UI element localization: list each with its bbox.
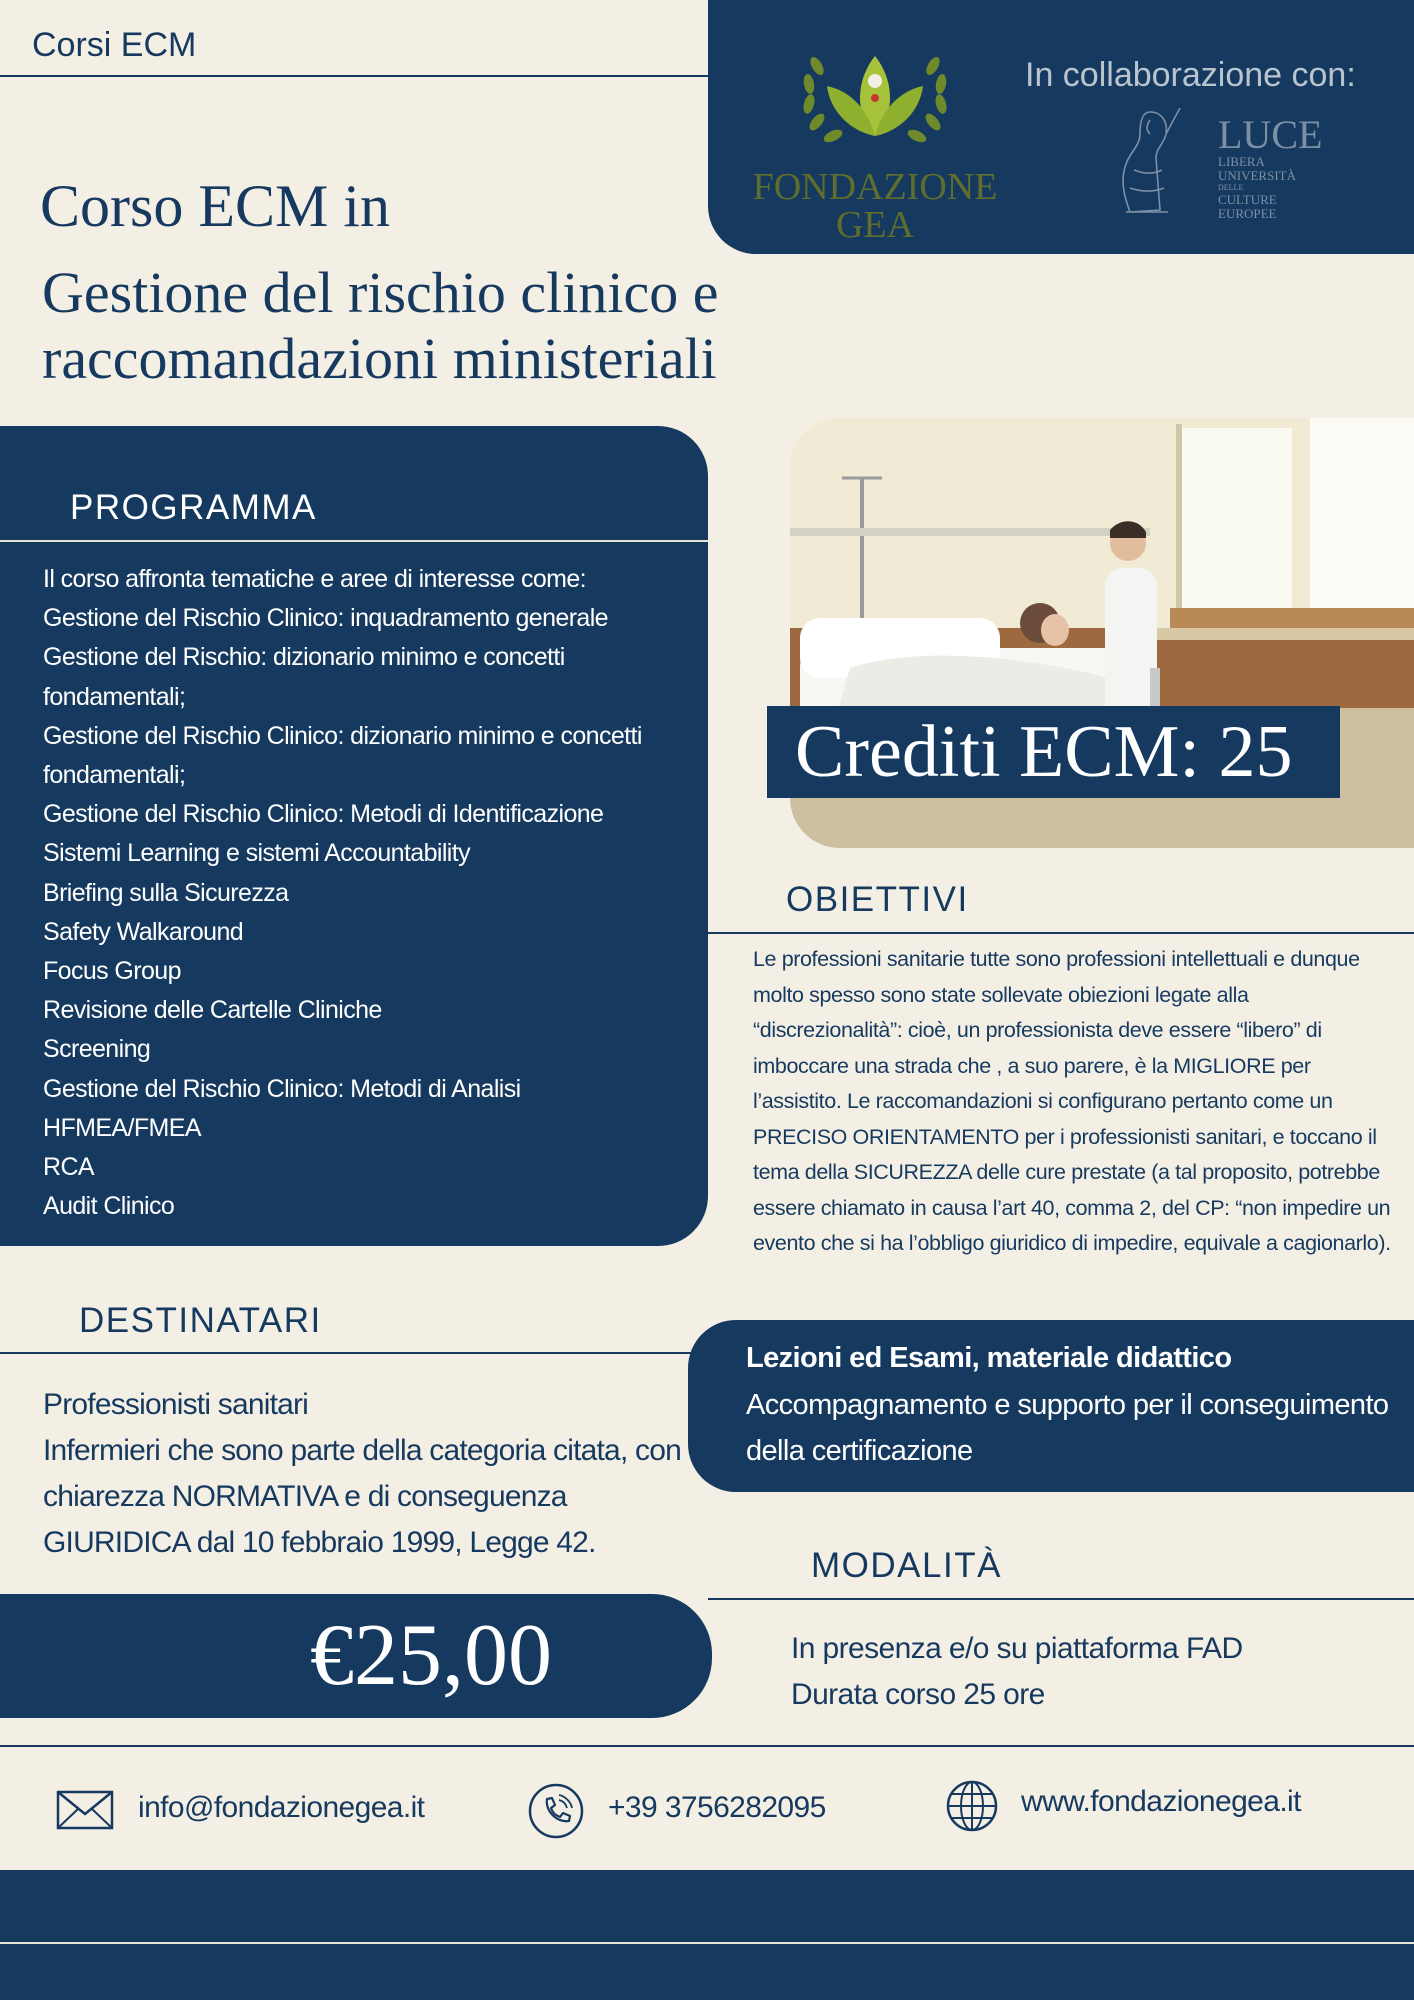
- top-divider: [0, 75, 708, 77]
- list-item: Gestione del Rischio Clinico: Metodi di Identificazione: [43, 800, 604, 829]
- list-item: Gestione del Rischio Clinico: inquadramento generale: [43, 604, 608, 633]
- list-item: Gestione del Rischio: dizionario minimo e concetti fondamentali;: [43, 643, 565, 711]
- destinatari-text: [43, 1382, 683, 1566]
- list-item: Gestione del Rischio Clinico: Metodi di Analisi: [43, 1074, 521, 1103]
- lezioni-text: [746, 1335, 1396, 1475]
- modalita-text: [791, 1626, 1391, 1718]
- envelope-icon: [56, 1790, 114, 1830]
- phone-link[interactable]: +39 3756282095: [608, 1791, 826, 1824]
- svg-text:CULTURE: CULTURE: [1218, 192, 1277, 207]
- lezioni-bold: Lezioni ed Esami, materiale didattico: [746, 1342, 1232, 1374]
- list-item: HFMEA/FMEA: [43, 1113, 201, 1142]
- luce-university-logo-icon: [1110, 100, 1340, 225]
- credits-label: Crediti ECM: 25: [795, 711, 1293, 793]
- svg-text:EUROPEE: EUROPEE: [1218, 206, 1277, 221]
- foundation-name: [740, 168, 1010, 244]
- destinatari-heading: DESTINATARI: [79, 1301, 322, 1340]
- foundation-name-line2: GEA: [835, 204, 915, 246]
- foundation-name-line1: FONDAZIONE: [752, 166, 998, 208]
- phone-icon: [527, 1782, 585, 1840]
- luce-logo-lettering: [1218, 112, 1322, 221]
- footer-divider: [0, 1942, 1414, 1944]
- website-link[interactable]: www.fondazionegea.it: [1021, 1785, 1301, 1818]
- svg-text:UNIVERSITÀ: UNIVERSITÀ: [1218, 168, 1296, 183]
- collaboration-label: In collaborazione con:: [1025, 56, 1356, 94]
- fondazione-gea-logo-icon: [795, 36, 955, 166]
- course-title: Gestione del rischio clinico e raccomandazioni ministeriali: [42, 260, 719, 391]
- svg-text:LIBERA: LIBERA: [1218, 154, 1265, 169]
- modalita-heading: MODALITÀ: [811, 1546, 1002, 1585]
- list-item: Il corso affronta tematiche e aree di interesse come:: [43, 565, 587, 593]
- programma-divider: [0, 540, 708, 542]
- list-item: Revisione delle Cartelle Cliniche: [43, 996, 382, 1025]
- list-item: RCA: [43, 1153, 94, 1182]
- modalita-divider: [708, 1598, 1414, 1600]
- svg-text:DELLE: DELLE: [1218, 183, 1244, 192]
- top-label: Corsi ECM: [32, 26, 197, 64]
- list-item: Briefing sulla Sicurezza: [43, 878, 289, 907]
- programma-heading: PROGRAMMA: [70, 488, 317, 527]
- destinatari-line2: Infermieri che sono parte della categoria citata, con chiarezza NORMATIVA e di conseguenza GIURIDICA dal 10 febbraio 1999, Legge 42.: [43, 1434, 681, 1559]
- list-item: Safety Walkaround: [43, 917, 244, 946]
- obiettivi-text: Le professioni sanitarie tutte sono professioni intellettuali e dunque molto spesso sono state sollevate obiezioni legate alla “discrezionalità”: cioè, un professionista deve essere “libero” di imboccare una strada che , a suo parere, è la MIGLIORE per l’assistito. Le raccomandazioni si configurano pertanto come un PRECISO ORIENTAMENTO per i professionisti sanitari, e toccano il tema della SICUREZZA delle cure prestate (a tal proposito, potrebbe essere chiamato in causa l’art 40, comma 2, del CP: “non impedire un evento che si ha l’obbligo giuridico di impedire, equivale a cagionarlo).: [753, 947, 1391, 1255]
- modalita-line1: In presenza e/o su piattaforma FAD: [791, 1632, 1243, 1665]
- price-label: €25,00: [310, 1607, 552, 1704]
- list-item: Audit Clinico: [43, 1192, 175, 1221]
- contacts-divider: [0, 1745, 1414, 1747]
- destinatari-line1: Professionisti sanitari: [43, 1388, 309, 1421]
- svg-text:LUCE: LUCE: [1218, 112, 1323, 157]
- modalita-line2: Durata corso 25 ore: [791, 1678, 1045, 1711]
- list-item: Gestione del Rischio Clinico: dizionario minimo e concetti fondamentali;: [43, 721, 642, 790]
- lezioni-description: Accompagnamento e supporto per il conseguimento della certificazione: [746, 1388, 1389, 1467]
- footer-band: [0, 1870, 1414, 2000]
- list-item: Focus Group: [43, 957, 181, 986]
- list-item: Sistemi Learning e sistemi Accountability: [43, 839, 470, 868]
- obiettivi-divider: [708, 932, 1414, 934]
- globe-icon: [946, 1780, 998, 1832]
- obiettivi-heading: OBIETTIVI: [786, 880, 969, 919]
- course-title-line1: Corso ECM in: [40, 173, 391, 239]
- programma-list: [43, 560, 693, 1226]
- destinatari-divider: [0, 1352, 708, 1354]
- email-link[interactable]: info@fondazionegea.it: [138, 1791, 425, 1824]
- list-item: Screening: [43, 1035, 151, 1064]
